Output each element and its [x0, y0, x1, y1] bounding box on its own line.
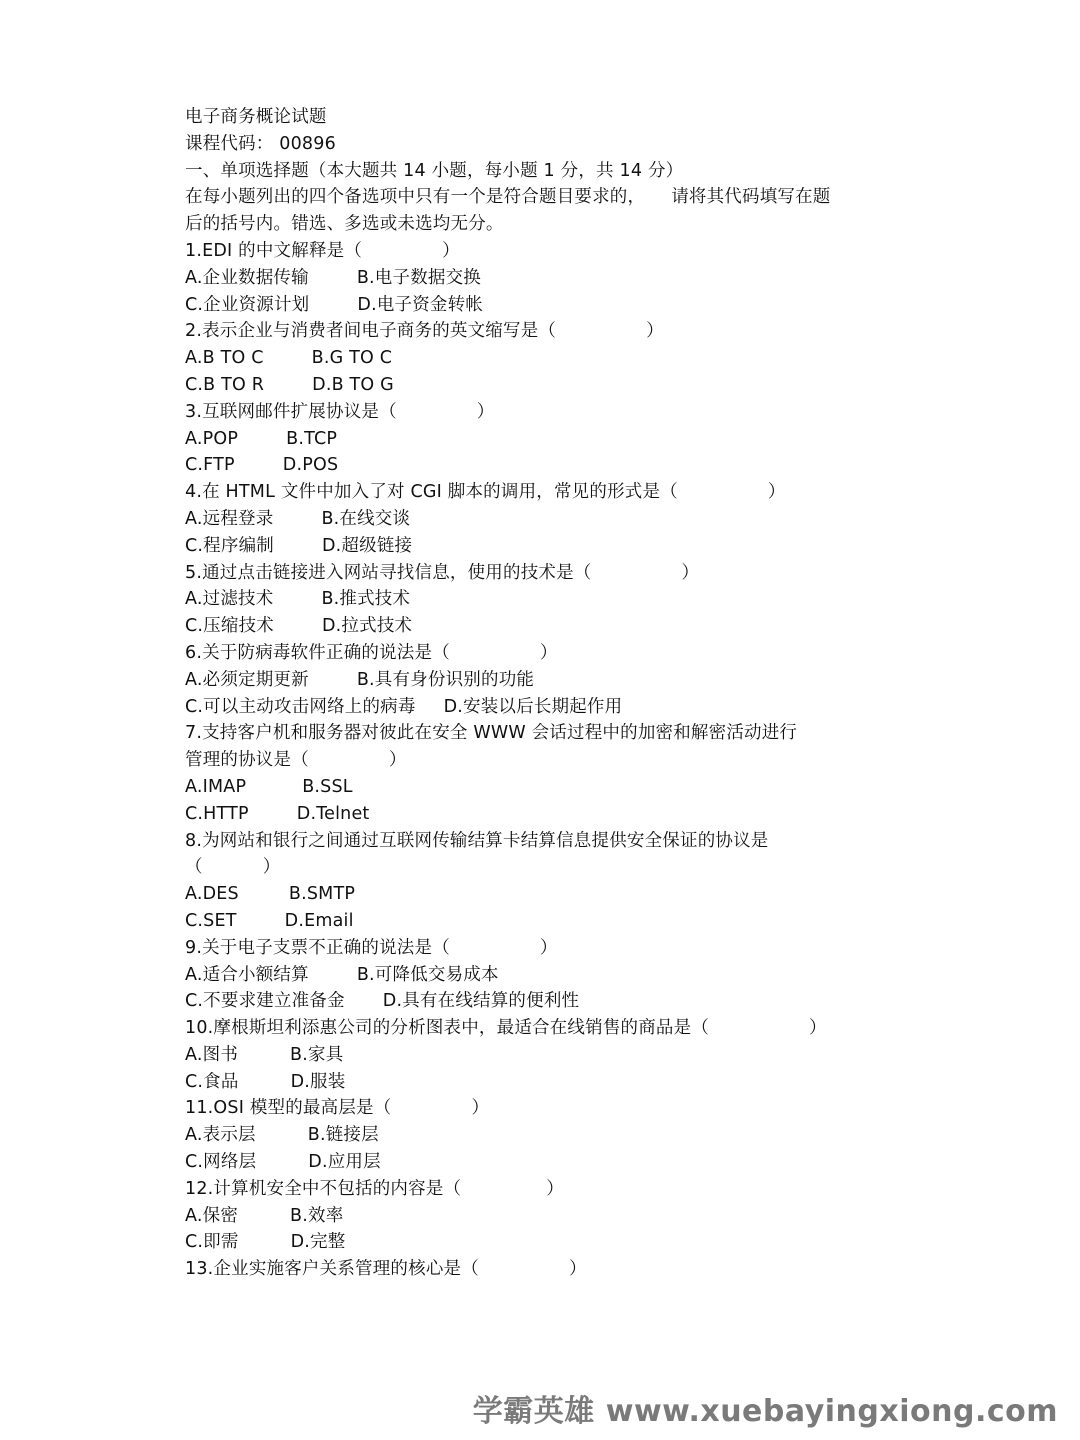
option-d: D.安装以后长期起作用	[443, 696, 623, 717]
question-stem: 1.EDI 的中文解释是（ ）	[185, 240, 460, 261]
question-stem: 6.关于防病毒软件正确的说法是（ ）	[185, 642, 558, 663]
option-c: C.SET	[185, 910, 237, 931]
option-a: A.POP	[185, 428, 239, 449]
option-b: B.G TO C	[311, 348, 393, 369]
question-stem: 10.摩根斯坦利添惠公司的分析图表中，最适合在线销售的商品是（ ）	[185, 1018, 827, 1039]
question-stem: 13.企业实施客户关系管理的核心是（ ）	[185, 1259, 587, 1280]
option-a: A.DES	[185, 884, 239, 905]
option-b: B.SMTP	[288, 884, 356, 905]
option-c: C.不要求建立准备金	[185, 991, 345, 1012]
options-row	[185, 667, 905, 694]
options-row	[185, 265, 905, 292]
option-d: D.Email	[284, 910, 354, 931]
option-a: A.表示层	[185, 1125, 256, 1146]
option-c: C.FTP	[185, 455, 235, 476]
question-stem-continued: 管理的协议是（ ）	[185, 750, 407, 771]
option-a: A.过滤技术	[185, 589, 274, 610]
option-d: D.完整	[290, 1232, 346, 1253]
option-b: B.效率	[290, 1205, 344, 1226]
options-row	[185, 1203, 905, 1230]
option-d: D.拉式技术	[321, 616, 413, 637]
option-b: B.可降低交易成本	[356, 964, 499, 985]
question-stem: 3.互联网邮件扩展协议是（ ）	[185, 401, 495, 422]
options-row	[185, 1042, 905, 1069]
instructions-line-1	[185, 184, 905, 211]
option-d: D.Telnet	[296, 803, 370, 824]
exam-document	[185, 104, 905, 1283]
option-a: A.远程登录	[185, 508, 274, 529]
question-stem: 2.表示企业与消费者间电子商务的英文缩写是（ ）	[185, 321, 664, 342]
option-a: A.图书	[185, 1044, 239, 1065]
option-c: C.HTTP	[185, 803, 249, 824]
option-b: B.电子数据交换	[356, 267, 481, 288]
question-stem: 12.计算机安全中不包括的内容是（ ）	[185, 1178, 564, 1199]
instructions-part-1: 在每小题列出的四个备选项中只有一个是符合题目要求的，	[185, 187, 646, 208]
options-row	[185, 1069, 905, 1096]
options-row	[185, 881, 905, 908]
watermark: 学霸英雄 www.xuebayingxiong.com	[472, 1394, 1058, 1429]
options-row	[185, 506, 905, 533]
question-stem: 9.关于电子支票不正确的说法是（ ）	[185, 937, 558, 958]
exam-title: 电子商务概论试题	[185, 107, 327, 127]
option-b: B.SSL	[302, 776, 353, 797]
options-row	[185, 426, 905, 453]
option-b: B.TCP	[286, 428, 338, 449]
option-c: C.即需	[185, 1232, 239, 1253]
options-row	[185, 962, 905, 989]
question-stem: 7.支持客户机和服务器对彼此在安全 WWW 会话过程中的加密和解密活动进行	[185, 723, 798, 744]
question-stem: 11.OSI 模型的最高层是（ ）	[185, 1098, 490, 1119]
option-d: D.电子资金转帐	[357, 294, 484, 315]
course-code: 课程代码： 00896	[185, 133, 336, 154]
option-d: D.服装	[290, 1071, 346, 1092]
option-c: C.B TO R	[185, 374, 265, 395]
question-stem-continued: （ ）	[185, 857, 281, 878]
option-b: B.在线交谈	[321, 508, 411, 529]
option-b: B.家具	[290, 1044, 344, 1065]
options-row	[185, 908, 905, 935]
instructions-line-2: 后的括号内。错选、多选或未选均无分。	[185, 214, 504, 235]
options-row	[185, 988, 905, 1015]
option-d: D.B TO G	[312, 374, 394, 395]
question-stem: 8.为网站和银行之间通过互联网传输结算卡结算信息提供安全保证的协议是	[185, 830, 769, 851]
option-a: A.保密	[185, 1205, 239, 1226]
question-stem: 5.通过点击链接进入网站寻找信息，使用的技术是（ ）	[185, 562, 700, 583]
options-row	[185, 586, 905, 613]
option-b: B.推式技术	[321, 589, 411, 610]
option-d: D.POS	[282, 455, 339, 476]
option-c: C.企业资源计划	[185, 294, 310, 315]
instructions-part-2: 请将其代码填写在题	[671, 187, 831, 208]
options-row	[185, 372, 905, 399]
option-b: B.链接层	[307, 1125, 379, 1146]
option-c: C.程序编制	[185, 535, 274, 556]
option-c: C.压缩技术	[185, 616, 274, 637]
question-stem: 4.在 HTML 文件中加入了对 CGI 脚本的调用，常见的形式是（ ）	[185, 482, 786, 503]
options-row	[185, 694, 905, 721]
section-heading: 一、单项选择题（本大题共 14 小题，每小题 1 分，共 14 分）	[185, 160, 684, 181]
option-a: A.B TO C	[185, 348, 264, 369]
options-row	[185, 1229, 905, 1256]
options-row	[185, 1149, 905, 1176]
options-row	[185, 452, 905, 479]
options-row	[185, 801, 905, 828]
options-row	[185, 533, 905, 560]
option-a: A.IMAP	[185, 776, 247, 797]
option-d: D.应用层	[308, 1152, 381, 1173]
options-row	[185, 613, 905, 640]
options-row	[185, 292, 905, 319]
option-a: A.必须定期更新	[185, 669, 309, 690]
option-a: A.企业数据传输	[185, 267, 309, 288]
options-row	[185, 345, 905, 372]
option-c: C.可以主动攻击网络上的病毒	[185, 696, 416, 717]
option-d: D.具有在线结算的便利性	[382, 991, 580, 1012]
options-row	[185, 774, 905, 801]
options-row	[185, 1122, 905, 1149]
option-d: D.超级链接	[321, 535, 413, 556]
option-b: B.具有身份识别的功能	[356, 669, 535, 690]
option-c: C.网络层	[185, 1152, 257, 1173]
option-c: C.食品	[185, 1071, 239, 1092]
option-a: A.适合小额结算	[185, 964, 309, 985]
